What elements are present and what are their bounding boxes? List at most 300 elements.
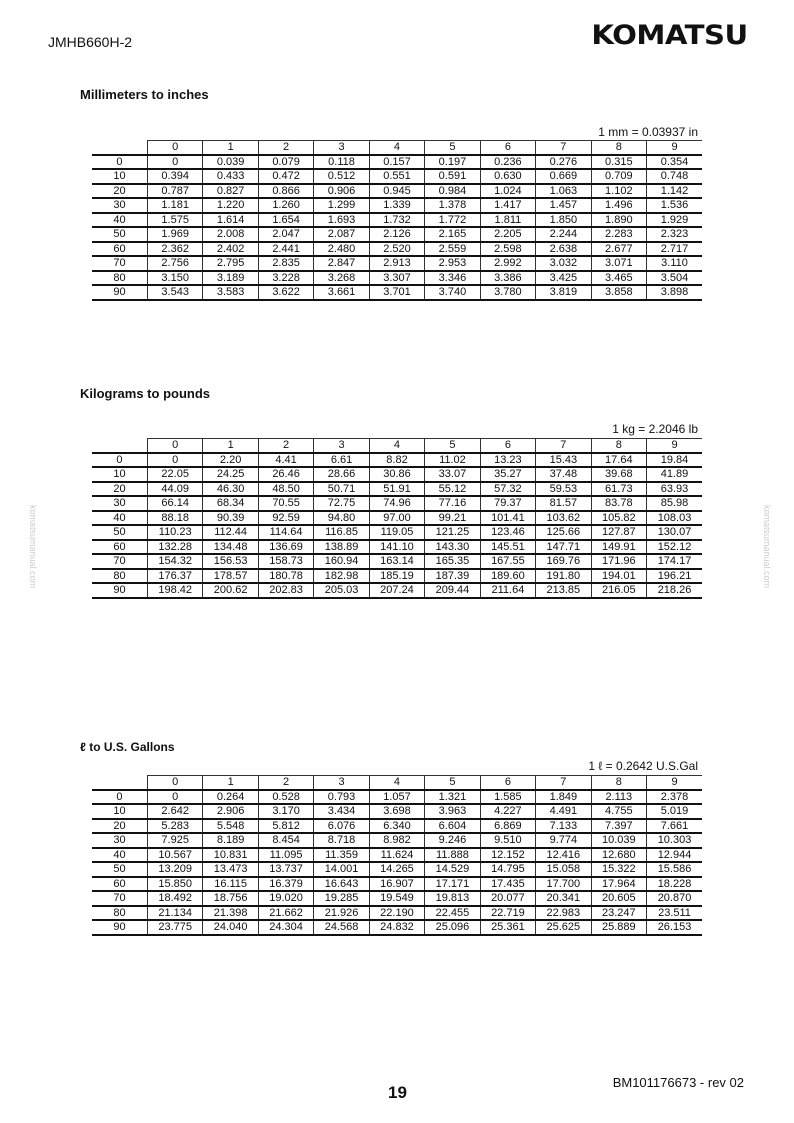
table-row <box>92 496 702 511</box>
column-header: 6 <box>480 439 535 453</box>
table-cell: 7.661 <box>647 819 702 834</box>
table-cell: 202.83 <box>258 583 313 598</box>
row-header: 90 <box>92 583 147 598</box>
table-cell: 2.362 <box>147 242 202 257</box>
table-row <box>92 790 702 805</box>
table-row <box>92 467 702 482</box>
table-cell: 1.496 <box>591 198 646 213</box>
table-cell: 0 <box>147 155 202 170</box>
table-cell: 0.709 <box>591 169 646 184</box>
table-cell: 2.480 <box>314 242 369 257</box>
table-cell: 1.850 <box>536 213 591 228</box>
document-reference: BM101176673 - rev 02 <box>612 1075 744 1090</box>
table-cell: 25.625 <box>536 920 591 935</box>
table-cell: 26.153 <box>647 920 702 935</box>
table-cell: 3.963 <box>425 804 480 819</box>
table-cell: 2.598 <box>480 242 535 257</box>
table-cell: 138.89 <box>314 540 369 555</box>
table-cell: 119.05 <box>369 525 424 540</box>
table-cell: 3.661 <box>314 285 369 300</box>
table-cell: 8.982 <box>369 833 424 848</box>
row-header: 80 <box>92 569 147 584</box>
table-cell: 16.115 <box>203 877 258 892</box>
table-cell: 178.57 <box>203 569 258 584</box>
table-cell: 218.26 <box>647 583 702 598</box>
table-row <box>92 227 702 242</box>
table-row <box>92 482 702 497</box>
table-cell: 163.14 <box>369 554 424 569</box>
table-cell: 0.748 <box>647 169 702 184</box>
table-cell: 3.032 <box>536 256 591 271</box>
table-row <box>92 213 702 228</box>
table-cell: 196.21 <box>647 569 702 584</box>
table-cell: 41.89 <box>647 467 702 482</box>
column-header: 6 <box>480 776 535 790</box>
table-cell: 72.75 <box>314 496 369 511</box>
table-cell: 1.849 <box>536 790 591 805</box>
table-cell: 50.71 <box>314 482 369 497</box>
table-cell: 3.622 <box>258 285 313 300</box>
table-cell: 1.321 <box>425 790 480 805</box>
table-cell: 79.37 <box>480 496 535 511</box>
table-cell: 51.91 <box>369 482 424 497</box>
column-header: 9 <box>647 439 702 453</box>
table-cell: 12.944 <box>647 848 702 863</box>
table-cell: 112.44 <box>203 525 258 540</box>
table-cell: 185.19 <box>369 569 424 584</box>
table-cell: 0.157 <box>369 155 424 170</box>
table-cell: 1.378 <box>425 198 480 213</box>
table-cell: 3.434 <box>314 804 369 819</box>
table-row <box>92 198 702 213</box>
table-cell: 46.30 <box>203 482 258 497</box>
table-cell: 1.102 <box>591 184 646 199</box>
corner-cell <box>92 776 147 790</box>
conversion-factor-liters: 1 ℓ = 0.2642 U.S.Gal <box>588 759 698 773</box>
table-cell: 101.41 <box>480 511 535 526</box>
column-header: 9 <box>647 141 702 155</box>
row-header: 10 <box>92 467 147 482</box>
table-cell: 14.265 <box>369 862 424 877</box>
table-cell: 77.16 <box>425 496 480 511</box>
table-cell: 81.57 <box>536 496 591 511</box>
table-cell: 121.25 <box>425 525 480 540</box>
table-cell: 1.585 <box>480 790 535 805</box>
column-header: 2 <box>258 141 313 155</box>
conversion-factor-kg: 1 kg = 2.2046 lb <box>612 422 698 436</box>
table-cell: 33.07 <box>425 467 480 482</box>
table-row <box>92 819 702 834</box>
table-cell: 2.008 <box>203 227 258 242</box>
table-cell: 1.457 <box>536 198 591 213</box>
table-cell: 2.717 <box>647 242 702 257</box>
table-cell: 123.46 <box>480 525 535 540</box>
table-row <box>92 554 702 569</box>
table-row <box>92 906 702 921</box>
table-cell: 22.983 <box>536 906 591 921</box>
table-cell: 18.756 <box>203 891 258 906</box>
row-header: 30 <box>92 496 147 511</box>
table-cell: 21.134 <box>147 906 202 921</box>
table-row <box>92 569 702 584</box>
row-header: 0 <box>92 155 147 170</box>
table-cell: 3.386 <box>480 271 535 286</box>
table-cell: 152.12 <box>647 540 702 555</box>
table-cell: 9.510 <box>480 833 535 848</box>
table-cell: 6.61 <box>314 453 369 468</box>
table-cell: 11.02 <box>425 453 480 468</box>
table-cell: 3.701 <box>369 285 424 300</box>
table-cell: 94.80 <box>314 511 369 526</box>
table-cell: 68.34 <box>203 496 258 511</box>
table-cell: 17.64 <box>591 453 646 468</box>
table-cell: 3.150 <box>147 271 202 286</box>
table-cell: 22.719 <box>480 906 535 921</box>
table-cell: 0.276 <box>536 155 591 170</box>
row-header: 70 <box>92 891 147 906</box>
table-cell: 10.039 <box>591 833 646 848</box>
table-cell: 97.00 <box>369 511 424 526</box>
table-cell: 1.575 <box>147 213 202 228</box>
table-cell: 6.340 <box>369 819 424 834</box>
column-header: 2 <box>258 776 313 790</box>
row-header: 50 <box>92 862 147 877</box>
row-header: 70 <box>92 256 147 271</box>
watermark-right: komatsumanual.com <box>762 505 772 589</box>
table-cell: 3.698 <box>369 804 424 819</box>
table-cell: 1.732 <box>369 213 424 228</box>
table-cell: 0.787 <box>147 184 202 199</box>
table-cell: 99.21 <box>425 511 480 526</box>
table-cell: 18.228 <box>647 877 702 892</box>
table-cell: 2.087 <box>314 227 369 242</box>
table-cell: 0.315 <box>591 155 646 170</box>
table-cell: 12.680 <box>591 848 646 863</box>
table-cell: 48.50 <box>258 482 313 497</box>
table-cell: 4.755 <box>591 804 646 819</box>
table-cell: 25.361 <box>480 920 535 935</box>
table-cell: 171.96 <box>591 554 646 569</box>
table-cell: 136.69 <box>258 540 313 555</box>
table-cell: 8.454 <box>258 833 313 848</box>
table-cell: 114.64 <box>258 525 313 540</box>
table-cell: 22.05 <box>147 467 202 482</box>
table-cell: 3.346 <box>425 271 480 286</box>
table-cell: 17.700 <box>536 877 591 892</box>
table-cell: 2.520 <box>369 242 424 257</box>
table-cell: 20.077 <box>480 891 535 906</box>
table-cell: 3.465 <box>591 271 646 286</box>
row-header: 90 <box>92 920 147 935</box>
table-cell: 2.323 <box>647 227 702 242</box>
table-cell: 26.46 <box>258 467 313 482</box>
watermark-left: komatsumanual.com <box>28 505 38 589</box>
table-cell: 160.94 <box>314 554 369 569</box>
table-row <box>92 583 702 598</box>
row-header: 20 <box>92 482 147 497</box>
table-cell: 2.992 <box>480 256 535 271</box>
table-cell: 0.264 <box>203 790 258 805</box>
column-header: 5 <box>425 141 480 155</box>
table-cell: 2.847 <box>314 256 369 271</box>
table-cell: 1.929 <box>647 213 702 228</box>
table-cell: 19.285 <box>314 891 369 906</box>
table-cell: 2.953 <box>425 256 480 271</box>
column-header: 3 <box>314 439 369 453</box>
row-header: 60 <box>92 242 147 257</box>
table-cell: 20.341 <box>536 891 591 906</box>
row-header: 30 <box>92 833 147 848</box>
table-cell: 1.417 <box>480 198 535 213</box>
table-cell: 0.827 <box>203 184 258 199</box>
table-cell: 21.398 <box>203 906 258 921</box>
table-cell: 0.669 <box>536 169 591 184</box>
table-cell: 0.079 <box>258 155 313 170</box>
table-cell: 207.24 <box>369 583 424 598</box>
table-cell: 198.42 <box>147 583 202 598</box>
corner-cell <box>92 439 147 453</box>
table-row <box>92 453 702 468</box>
table-cell: 0.433 <box>203 169 258 184</box>
table-cell: 3.780 <box>480 285 535 300</box>
table-cell: 200.62 <box>203 583 258 598</box>
table-cell: 8.189 <box>203 833 258 848</box>
table-cell: 2.642 <box>147 804 202 819</box>
table-row <box>92 833 702 848</box>
table-cell: 213.85 <box>536 583 591 598</box>
table-cell: 90.39 <box>203 511 258 526</box>
table-cell: 103.62 <box>536 511 591 526</box>
column-header: 0 <box>147 776 202 790</box>
column-header: 3 <box>314 776 369 790</box>
table-cell: 149.91 <box>591 540 646 555</box>
table-cell: 3.898 <box>647 285 702 300</box>
table-cell: 3.228 <box>258 271 313 286</box>
table-cell: 1.181 <box>147 198 202 213</box>
table-header-row <box>92 776 702 790</box>
table-row <box>92 525 702 540</box>
column-header: 6 <box>480 141 535 155</box>
table-cell: 1.614 <box>203 213 258 228</box>
table-cell: 1.969 <box>147 227 202 242</box>
table-cell: 63.93 <box>647 482 702 497</box>
table-cell: 25.096 <box>425 920 480 935</box>
table-cell: 147.71 <box>536 540 591 555</box>
table-cell: 0 <box>147 790 202 805</box>
table-cell: 187.39 <box>425 569 480 584</box>
table-cell: 1.890 <box>591 213 646 228</box>
table-cell: 130.07 <box>647 525 702 540</box>
table-cell: 20.605 <box>591 891 646 906</box>
table-cell: 0.394 <box>147 169 202 184</box>
table-cell: 2.638 <box>536 242 591 257</box>
row-header: 40 <box>92 213 147 228</box>
table-cell: 12.416 <box>536 848 591 863</box>
corner-cell <box>92 141 147 155</box>
row-header: 80 <box>92 906 147 921</box>
table-row <box>92 155 702 170</box>
table-row <box>92 184 702 199</box>
table-cell: 24.25 <box>203 467 258 482</box>
table-row <box>92 285 702 300</box>
table-cell: 3.071 <box>591 256 646 271</box>
table-cell: 35.27 <box>480 467 535 482</box>
table-cell: 1.693 <box>314 213 369 228</box>
table-cell: 14.001 <box>314 862 369 877</box>
table-cell: 4.227 <box>480 804 535 819</box>
table-cell: 13.209 <box>147 862 202 877</box>
table-row <box>92 256 702 271</box>
table-row <box>92 511 702 526</box>
table-cell: 0.528 <box>258 790 313 805</box>
table-cell: 10.831 <box>203 848 258 863</box>
table-cell: 1.772 <box>425 213 480 228</box>
table-cell: 23.775 <box>147 920 202 935</box>
table-cell: 1.024 <box>480 184 535 199</box>
table-cell: 143.30 <box>425 540 480 555</box>
row-header: 60 <box>92 540 147 555</box>
table-cell: 2.165 <box>425 227 480 242</box>
table-cell: 19.549 <box>369 891 424 906</box>
table-cell: 108.03 <box>647 511 702 526</box>
table-cell: 2.677 <box>591 242 646 257</box>
table-cell: 28.66 <box>314 467 369 482</box>
column-header: 5 <box>425 776 480 790</box>
table-cell: 3.819 <box>536 285 591 300</box>
table-cell: 9.246 <box>425 833 480 848</box>
table-cell: 15.586 <box>647 862 702 877</box>
table-cell: 85.98 <box>647 496 702 511</box>
table-cell: 30.86 <box>369 467 424 482</box>
table-cell: 6.604 <box>425 819 480 834</box>
table-cell: 11.095 <box>258 848 313 863</box>
column-header: 2 <box>258 439 313 453</box>
table-cell: 8.82 <box>369 453 424 468</box>
table-cell: 0.236 <box>480 155 535 170</box>
table-cell: 3.504 <box>647 271 702 286</box>
table-cell: 158.73 <box>258 554 313 569</box>
table-cell: 25.889 <box>591 920 646 935</box>
table-cell: 3.583 <box>203 285 258 300</box>
table-cell: 20.870 <box>647 891 702 906</box>
row-header: 50 <box>92 525 147 540</box>
table-cell: 15.850 <box>147 877 202 892</box>
table-cell: 182.98 <box>314 569 369 584</box>
table-row <box>92 169 702 184</box>
table-cell: 11.624 <box>369 848 424 863</box>
column-header: 0 <box>147 141 202 155</box>
table-cell: 5.019 <box>647 804 702 819</box>
table-cell: 180.78 <box>258 569 313 584</box>
row-header: 20 <box>92 184 147 199</box>
table-cell: 2.126 <box>369 227 424 242</box>
table-cell: 0.630 <box>480 169 535 184</box>
table-cell: 127.87 <box>591 525 646 540</box>
table-cell: 189.60 <box>480 569 535 584</box>
table-cell: 19.813 <box>425 891 480 906</box>
conversion-factor-mm: 1 mm = 0.03937 in <box>598 125 698 139</box>
table-cell: 7.925 <box>147 833 202 848</box>
table-cell: 169.76 <box>536 554 591 569</box>
table-cell: 2.047 <box>258 227 313 242</box>
table-cell: 0.039 <box>203 155 258 170</box>
table-cell: 24.832 <box>369 920 424 935</box>
table-cell: 1.811 <box>480 213 535 228</box>
table-cell: 145.51 <box>480 540 535 555</box>
table-cell: 125.66 <box>536 525 591 540</box>
section-title-liters-to-gallons: ℓ to U.S. Gallons <box>80 740 175 754</box>
table-cell: 134.48 <box>203 540 258 555</box>
table-cell: 1.536 <box>647 198 702 213</box>
table-cell: 4.41 <box>258 453 313 468</box>
table-cell: 0 <box>147 453 202 468</box>
table-cell: 5.812 <box>258 819 313 834</box>
table-cell: 110.23 <box>147 525 202 540</box>
table-cell: 0.512 <box>314 169 369 184</box>
table-cell: 167.55 <box>480 554 535 569</box>
section-title-mm-to-inches: Millimeters to inches <box>80 87 209 102</box>
table-row <box>92 804 702 819</box>
table-cell: 13.23 <box>480 453 535 468</box>
table-cell: 15.058 <box>536 862 591 877</box>
column-header: 7 <box>536 141 591 155</box>
column-header: 3 <box>314 141 369 155</box>
table-cell: 15.43 <box>536 453 591 468</box>
row-header: 0 <box>92 790 147 805</box>
table-cell: 2.113 <box>591 790 646 805</box>
table-cell: 17.171 <box>425 877 480 892</box>
table-cell: 11.359 <box>314 848 369 863</box>
table-cell: 3.268 <box>314 271 369 286</box>
column-header: 5 <box>425 439 480 453</box>
column-header: 4 <box>369 141 424 155</box>
table-cell: 19.84 <box>647 453 702 468</box>
table-cell: 105.82 <box>591 511 646 526</box>
table-cell: 5.548 <box>203 819 258 834</box>
table-cell: 66.14 <box>147 496 202 511</box>
table-cell: 37.48 <box>536 467 591 482</box>
table-cell: 9.774 <box>536 833 591 848</box>
table-cell: 0.591 <box>425 169 480 184</box>
table-cell: 16.379 <box>258 877 313 892</box>
mm-to-inches-table <box>92 140 702 301</box>
table-cell: 156.53 <box>203 554 258 569</box>
table-cell: 116.85 <box>314 525 369 540</box>
column-header: 7 <box>536 776 591 790</box>
table-cell: 24.304 <box>258 920 313 935</box>
table-cell: 7.397 <box>591 819 646 834</box>
table-cell: 1.142 <box>647 184 702 199</box>
table-cell: 211.64 <box>480 583 535 598</box>
table-cell: 17.435 <box>480 877 535 892</box>
row-header: 30 <box>92 198 147 213</box>
table-cell: 0.472 <box>258 169 313 184</box>
table-cell: 23.247 <box>591 906 646 921</box>
table-cell: 16.907 <box>369 877 424 892</box>
table-cell: 2.906 <box>203 804 258 819</box>
table-cell: 17.964 <box>591 877 646 892</box>
table-cell: 92.59 <box>258 511 313 526</box>
table-cell: 194.01 <box>591 569 646 584</box>
table-cell: 21.926 <box>314 906 369 921</box>
row-header: 60 <box>92 877 147 892</box>
table-cell: 0.984 <box>425 184 480 199</box>
table-cell: 5.283 <box>147 819 202 834</box>
row-header: 40 <box>92 848 147 863</box>
table-cell: 141.10 <box>369 540 424 555</box>
table-cell: 3.740 <box>425 285 480 300</box>
column-header: 8 <box>591 439 646 453</box>
